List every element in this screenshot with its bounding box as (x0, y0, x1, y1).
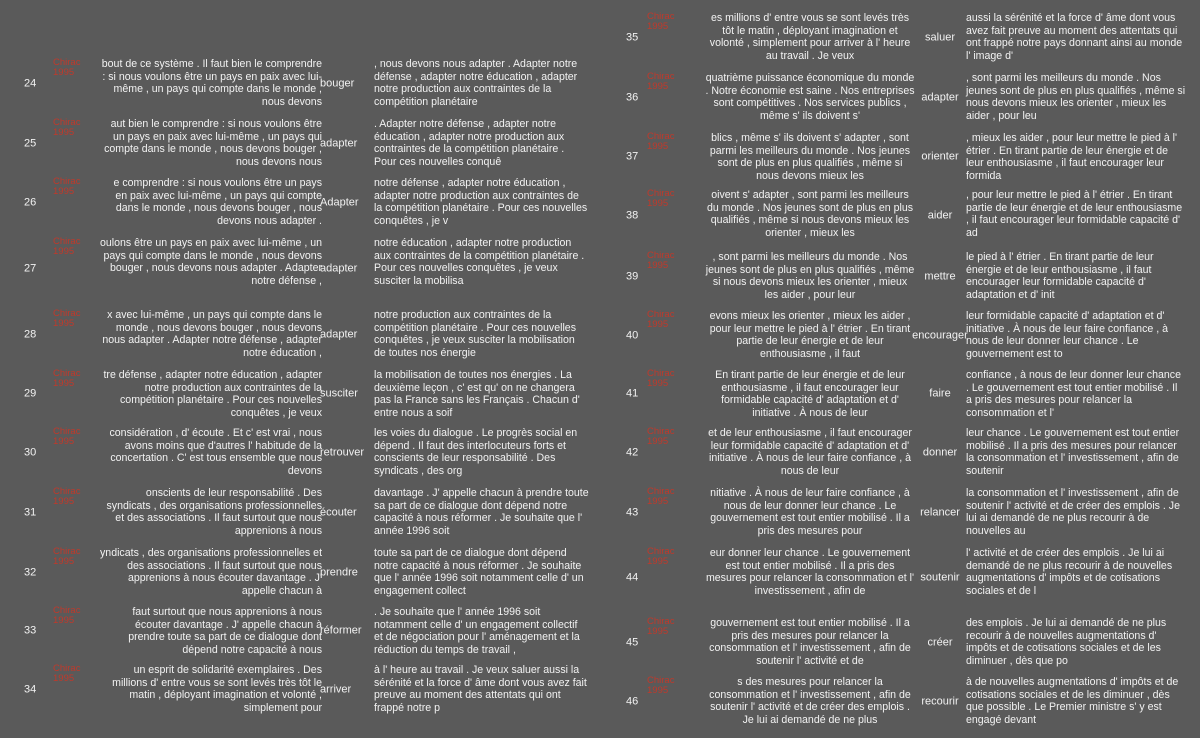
row-number: 30 (24, 446, 37, 459)
right-context: , mieux les aider , pour leur mettre le pied à l' étrier . En tirant partie de leur énergie et de leur enthousiasme , il faut encourager leur formida (966, 132, 1178, 182)
row-number: 40 (626, 329, 639, 342)
left-context: et de leur enthousiasme , il faut encourager leur formidable capacité d' adaptation et d' initiative . À nous de leur faire confiance , à nous de leur (708, 427, 912, 477)
right-context: l' activité et de créer des emplois . Je lui ai demandé de ne plus recourir à de nouvelles augmentations d' impôts et de cotisations sociales et de l (966, 547, 1173, 597)
source-label: Chirac 1995 (53, 605, 81, 626)
keyword: saluer (925, 31, 955, 44)
left-context: x avec lui-même , un pays qui compte dans le monde , nous devons bouger , nous devons nous adapter . Adapter notre défense , adapter notre éducation , (102, 309, 322, 359)
left-context: oivent s' adapter , sont parmi les meilleurs du monde . Nos jeunes sont de plus en plus qualifiés , même si nous devons mieux les orienter , mieux les (706, 189, 914, 239)
left-context: es millions d' entre vous se sont levés très tôt le matin , déployant imagination et volonté , simplement pour arriver à l' heure au travail . Je veux (709, 12, 911, 62)
row-number: 26 (24, 196, 37, 209)
right-context: leur formidable capacité d' adaptation et d' initiative . À nous de leur faire confiance , à nous de leur donner leur chance . Le gouvernement est to (966, 310, 1168, 360)
concordance-row (600, 185, 1200, 247)
left-context: En tirant partie de leur énergie et de leur enthousiasme , il faut encourager leur formidable capacité d' adaptation et d' initiative . À nous de leur (715, 369, 905, 419)
right-context: leur chance . Le gouvernement est tout entier mobilisé . Il a pris des mesures pour relancer la consommation et l' investissement , afin de soutenir (966, 427, 1180, 477)
keyword: adapter (320, 328, 358, 341)
row-number: 32 (24, 566, 37, 579)
right-context: la mobilisation de toutes nos énergies . La deuxième leçon , c' est qu' on ne changera pas la France sans les Français . Chacun d' entre nous a soif (374, 369, 580, 419)
source-label: Chirac 1995 (53, 546, 81, 567)
keyword: réformer (320, 624, 362, 637)
left-context: , sont parmi les meilleurs du monde . Nos jeunes sont de plus en plus qualifiés , même si nous devons mieux les orienter , mieux les aider , pour leur (705, 251, 915, 301)
keyword: adapter (320, 262, 358, 275)
right-context: le pied à l' étrier . En tirant partie de leur énergie et de leur enthousiasme , il faut encourager leur formidable capacité d' adaptation et d' init (966, 251, 1154, 301)
concordance-row (0, 423, 600, 483)
right-context: notre défense , adapter notre éducation , adapter notre production aux contraintes de la compétition planétaire . Pour ces nouvelles conquêtes , je v (374, 177, 588, 227)
row-number: 44 (626, 571, 639, 584)
row-number: 35 (626, 31, 639, 44)
left-context: nitiative . À nous de leur faire confiance , à nous de leur donner leur chance . Le gouvernement est tout entier mobilisé . Il a pris des mesures pour (710, 487, 910, 537)
keyword: Adapter (320, 196, 359, 209)
keyword: encourager (912, 329, 968, 342)
keyword: retrouver (320, 446, 365, 459)
left-context: blics , même s' ils doivent s' adapter , sont parmi les meilleurs du monde . Nos jeunes sont de plus en plus qualifiés , même si nous devons mieux les (709, 132, 911, 182)
keyword: aider (927, 209, 953, 222)
keyword: adapter (921, 91, 959, 104)
left-context: s des mesures pour relancer la consommation et l' investissement , afin de soutenir l' activité et de créer des emplois . Je lui ai demandé de ne plus (709, 676, 911, 726)
concordance-row (600, 247, 1200, 306)
concordance-row (600, 128, 1200, 185)
row-number: 24 (24, 77, 37, 90)
concordance-row (600, 483, 1200, 543)
left-context: tre défense , adapter notre éducation , adapter notre production aux contraintes de la compétition planétaire . Pour ces nouvelles conquêtes , je veux (103, 369, 322, 419)
left-context: eur donner leur chance . Le gouvernement est tout entier mobilisé . Il a pris des mesures pour relancer la consommation et l' investissement , afin de (705, 547, 915, 597)
row-number: 41 (626, 387, 639, 400)
row-number: 29 (24, 387, 37, 400)
right-context: à de nouvelles augmentations d' impôts et de cotisations sociales et de les diminuer , dès que possible . Le Premier ministre s' y est engagé devant (966, 676, 1179, 726)
row-number: 25 (24, 137, 37, 150)
left-context: faut surtout que nous apprenions à nous écouter davantage . J' appelle chacun à prendre toute sa part de ce dialogue dont dépend notre capacité à nous (128, 606, 322, 656)
source-label: Chirac 1995 (53, 486, 81, 507)
left-context: gouvernement est tout entier mobilisé . Il a pris des mesures pour relancer la consommation et l' investissement , afin de soutenir l' activité et de (709, 617, 911, 667)
source-label: Chirac 1995 (53, 57, 81, 78)
right-context: davantage . J' appelle chacun à prendre toute sa part de ce dialogue dont dépend notre capacité à nous réformer . Je souhaite que l' année 1996 soit (374, 487, 589, 537)
row-number: 34 (24, 683, 37, 696)
left-context: un esprit de solidarité exemplaires . Des millions d' entre vous se sont levés très tôt le matin , déployant imagination et volonté , simplement pour (112, 664, 322, 714)
right-context: à l' heure au travail . Je veux saluer aussi la sérénité et la force d' âme dont vous avez fait preuve au moment des attentats qui ont frappé notre p (374, 664, 587, 714)
source-label: Chirac 1995 (647, 426, 675, 447)
source-label: Chirac 1995 (647, 131, 675, 152)
concordance-row (600, 543, 1200, 613)
left-context: yndicats , des organisations professionnelles et des associations . Il faut surtout que nous apprenions à nous écouter davantage . J' appelle chacun à (100, 547, 323, 597)
concordance-row (600, 423, 1200, 483)
right-context: . Je souhaite que l' année 1996 soit notamment celle d' un engagement collectif et de négociation pour l' aménagement et la réduction du temps de travail , (374, 606, 580, 656)
right-context: les voies du dialogue . Le progrès social en dépend . Il faut des interlocuteurs forts et conscients de leur responsabilité . Des syndicats , des org (374, 427, 578, 477)
source-label: Chirac 1995 (647, 368, 675, 389)
concordance-row (0, 114, 600, 173)
right-context: des emplois . Je lui ai demandé de ne plus recourir à de nouvelles augmentations d' impôts et de cotisations sociales et de les diminuer , dès que po (966, 617, 1167, 667)
source-label: Chirac 1995 (53, 663, 81, 684)
source-label: Chirac 1995 (647, 675, 675, 696)
row-number: 37 (626, 150, 639, 163)
left-context: considération , d' écoute . Et c' est vrai , nous avons moins que d'autres l' habitude de la concertation . C' est tous ensemble que nous devons (109, 427, 322, 477)
right-context: aussi la sérénité et la force d' âme dont vous avez fait preuve au moment des attentats qui ont frappé notre pays donnant ainsi au monde l' image d' (966, 12, 1183, 62)
right-context: , sont parmi les meilleurs du monde . Nos jeunes sont de plus en plus qualifiés , même si nous devons mieux les orienter , mieux les aider , pour leu (966, 72, 1186, 122)
keyword: écouter (320, 506, 357, 519)
row-number: 28 (24, 328, 37, 341)
right-context: , pour leur mettre le pied à l' étrier . En tirant partie de leur énergie et de leur enthousiasme , il faut encourager leur formidable capacité d' ad (966, 189, 1183, 239)
right-context: notre éducation , adapter notre production aux contraintes de la compétition planétaire . Pour ces nouvelles conquêtes , je veux susciter la mobilisa (374, 237, 585, 287)
concordance-row (0, 173, 600, 233)
source-label: Chirac 1995 (53, 308, 81, 329)
right-context: , nous devons nous adapter . Adapter notre défense , adapter notre éducation , adapter notre production aux contraintes de la compétition planétaire (374, 58, 578, 108)
keyword: bouger (320, 77, 355, 90)
source-label: Chirac 1995 (647, 11, 675, 32)
source-label: Chirac 1995 (53, 368, 81, 389)
row-number: 27 (24, 262, 37, 275)
left-context: bout de ce système . Il faut bien le comprendre : si nous voulons être un pays en paix avec lui-même , un pays qui compte dans le monde , nous devons (101, 58, 322, 108)
concordance-row (0, 602, 600, 660)
concordance-row (600, 365, 1200, 423)
source-label: Chirac 1995 (53, 426, 81, 447)
concordance-row (0, 365, 600, 423)
keyword: adapter (320, 137, 358, 150)
left-context: oulons être un pays en paix avec lui-même , un pays qui compte dans le monde , nous devons bouger , nous devons nous adapter . Adapter notre défense , (100, 237, 323, 287)
source-label: Chirac 1995 (647, 188, 675, 209)
concordance-row (0, 543, 600, 602)
left-context: e comprendre : si nous voulons être un pays en paix avec lui-même , un pays qui compte dans le monde , nous devons bouger , nous devons nous adapter . (113, 177, 322, 227)
row-number: 39 (626, 270, 639, 283)
keyword: susciter (320, 387, 358, 400)
source-label: Chirac 1995 (647, 71, 675, 92)
concordance-row (0, 233, 600, 305)
right-context: notre production aux contraintes de la compétition planétaire . Pour ces nouvelles conquêtes , je veux susciter la mobilisation de toutes nos énergie (374, 309, 576, 359)
row-number: 36 (626, 91, 639, 104)
right-context: confiance , à nous de leur donner leur chance . Le gouvernement est tout entier mobilisé . Il a pris des mesures pour relancer la consommation et l' (966, 369, 1181, 419)
left-context: evons mieux les orienter , mieux les aider , pour leur mettre le pied à l' étrier . En tirant partie de leur énergie et de leur enthousiasme , il faut (709, 310, 911, 360)
concordance-row (600, 672, 1200, 732)
keyword: relancer (920, 506, 960, 519)
row-number: 31 (24, 506, 37, 519)
row-number: 33 (24, 624, 37, 637)
row-number: 46 (626, 695, 639, 708)
keyword: recourir (921, 695, 959, 708)
concordance-row (600, 613, 1200, 672)
left-context: aut bien le comprendre : si nous voulons être un pays en paix avec lui-même , un pays qui compte dans le monde , nous devons bouger , nous devons nous (104, 118, 322, 168)
left-context: onscients de leur responsabilité . Des syndicats , des organisations professionnelles et des associations . Il faut surtout que nous apprenions à nous (106, 487, 322, 537)
concordance-row (0, 54, 600, 114)
keyword: prendre (320, 566, 358, 579)
source-label: Chirac 1995 (647, 546, 675, 567)
concordance-row (600, 8, 1200, 68)
keyword: orienter (921, 150, 959, 163)
concordance-row (0, 660, 600, 720)
right-context: la consommation et l' investissement , afin de soutenir l' activité et de créer des emplois . Je lui ai demandé de ne plus recourir à de nouvelles au (966, 487, 1180, 537)
concordance-row (0, 483, 600, 543)
source-label: Chirac 1995 (53, 117, 81, 138)
row-number: 43 (626, 506, 639, 519)
source-label: Chirac 1995 (647, 250, 675, 271)
concordance-row (600, 306, 1200, 365)
keyword: donner (922, 446, 958, 459)
left-context: quatrième puissance économique du monde . Notre économie est saine . Nos entreprises sont compétitives . Nos services publics , même s' ils doivent s' (705, 72, 915, 122)
right-context: toute sa part de ce dialogue dont dépend notre capacité à nous réformer . Je souhaite que l' année 1996 soit notamment celle d' un engagement collect (374, 547, 584, 597)
source-label: Chirac 1995 (647, 486, 675, 507)
keyword: faire (929, 387, 951, 400)
keyword: mettre (924, 270, 956, 283)
keyword: soutenir (920, 571, 960, 584)
row-number: 42 (626, 446, 639, 459)
row-number: 38 (626, 209, 639, 222)
concordance-row (0, 305, 600, 365)
concordance-row (600, 68, 1200, 128)
source-label: Chirac 1995 (647, 309, 675, 330)
source-label: Chirac 1995 (647, 616, 675, 637)
keyword: créer (927, 636, 953, 649)
keyword: arriver (320, 683, 352, 696)
row-number: 45 (626, 636, 639, 649)
source-label: Chirac 1995 (53, 236, 81, 257)
right-context: . Adapter notre défense , adapter notre éducation , adapter notre production aux contraintes de la compétition planétaire . Pour ces nouvelles conquê (374, 118, 565, 168)
source-label: Chirac 1995 (53, 176, 81, 197)
